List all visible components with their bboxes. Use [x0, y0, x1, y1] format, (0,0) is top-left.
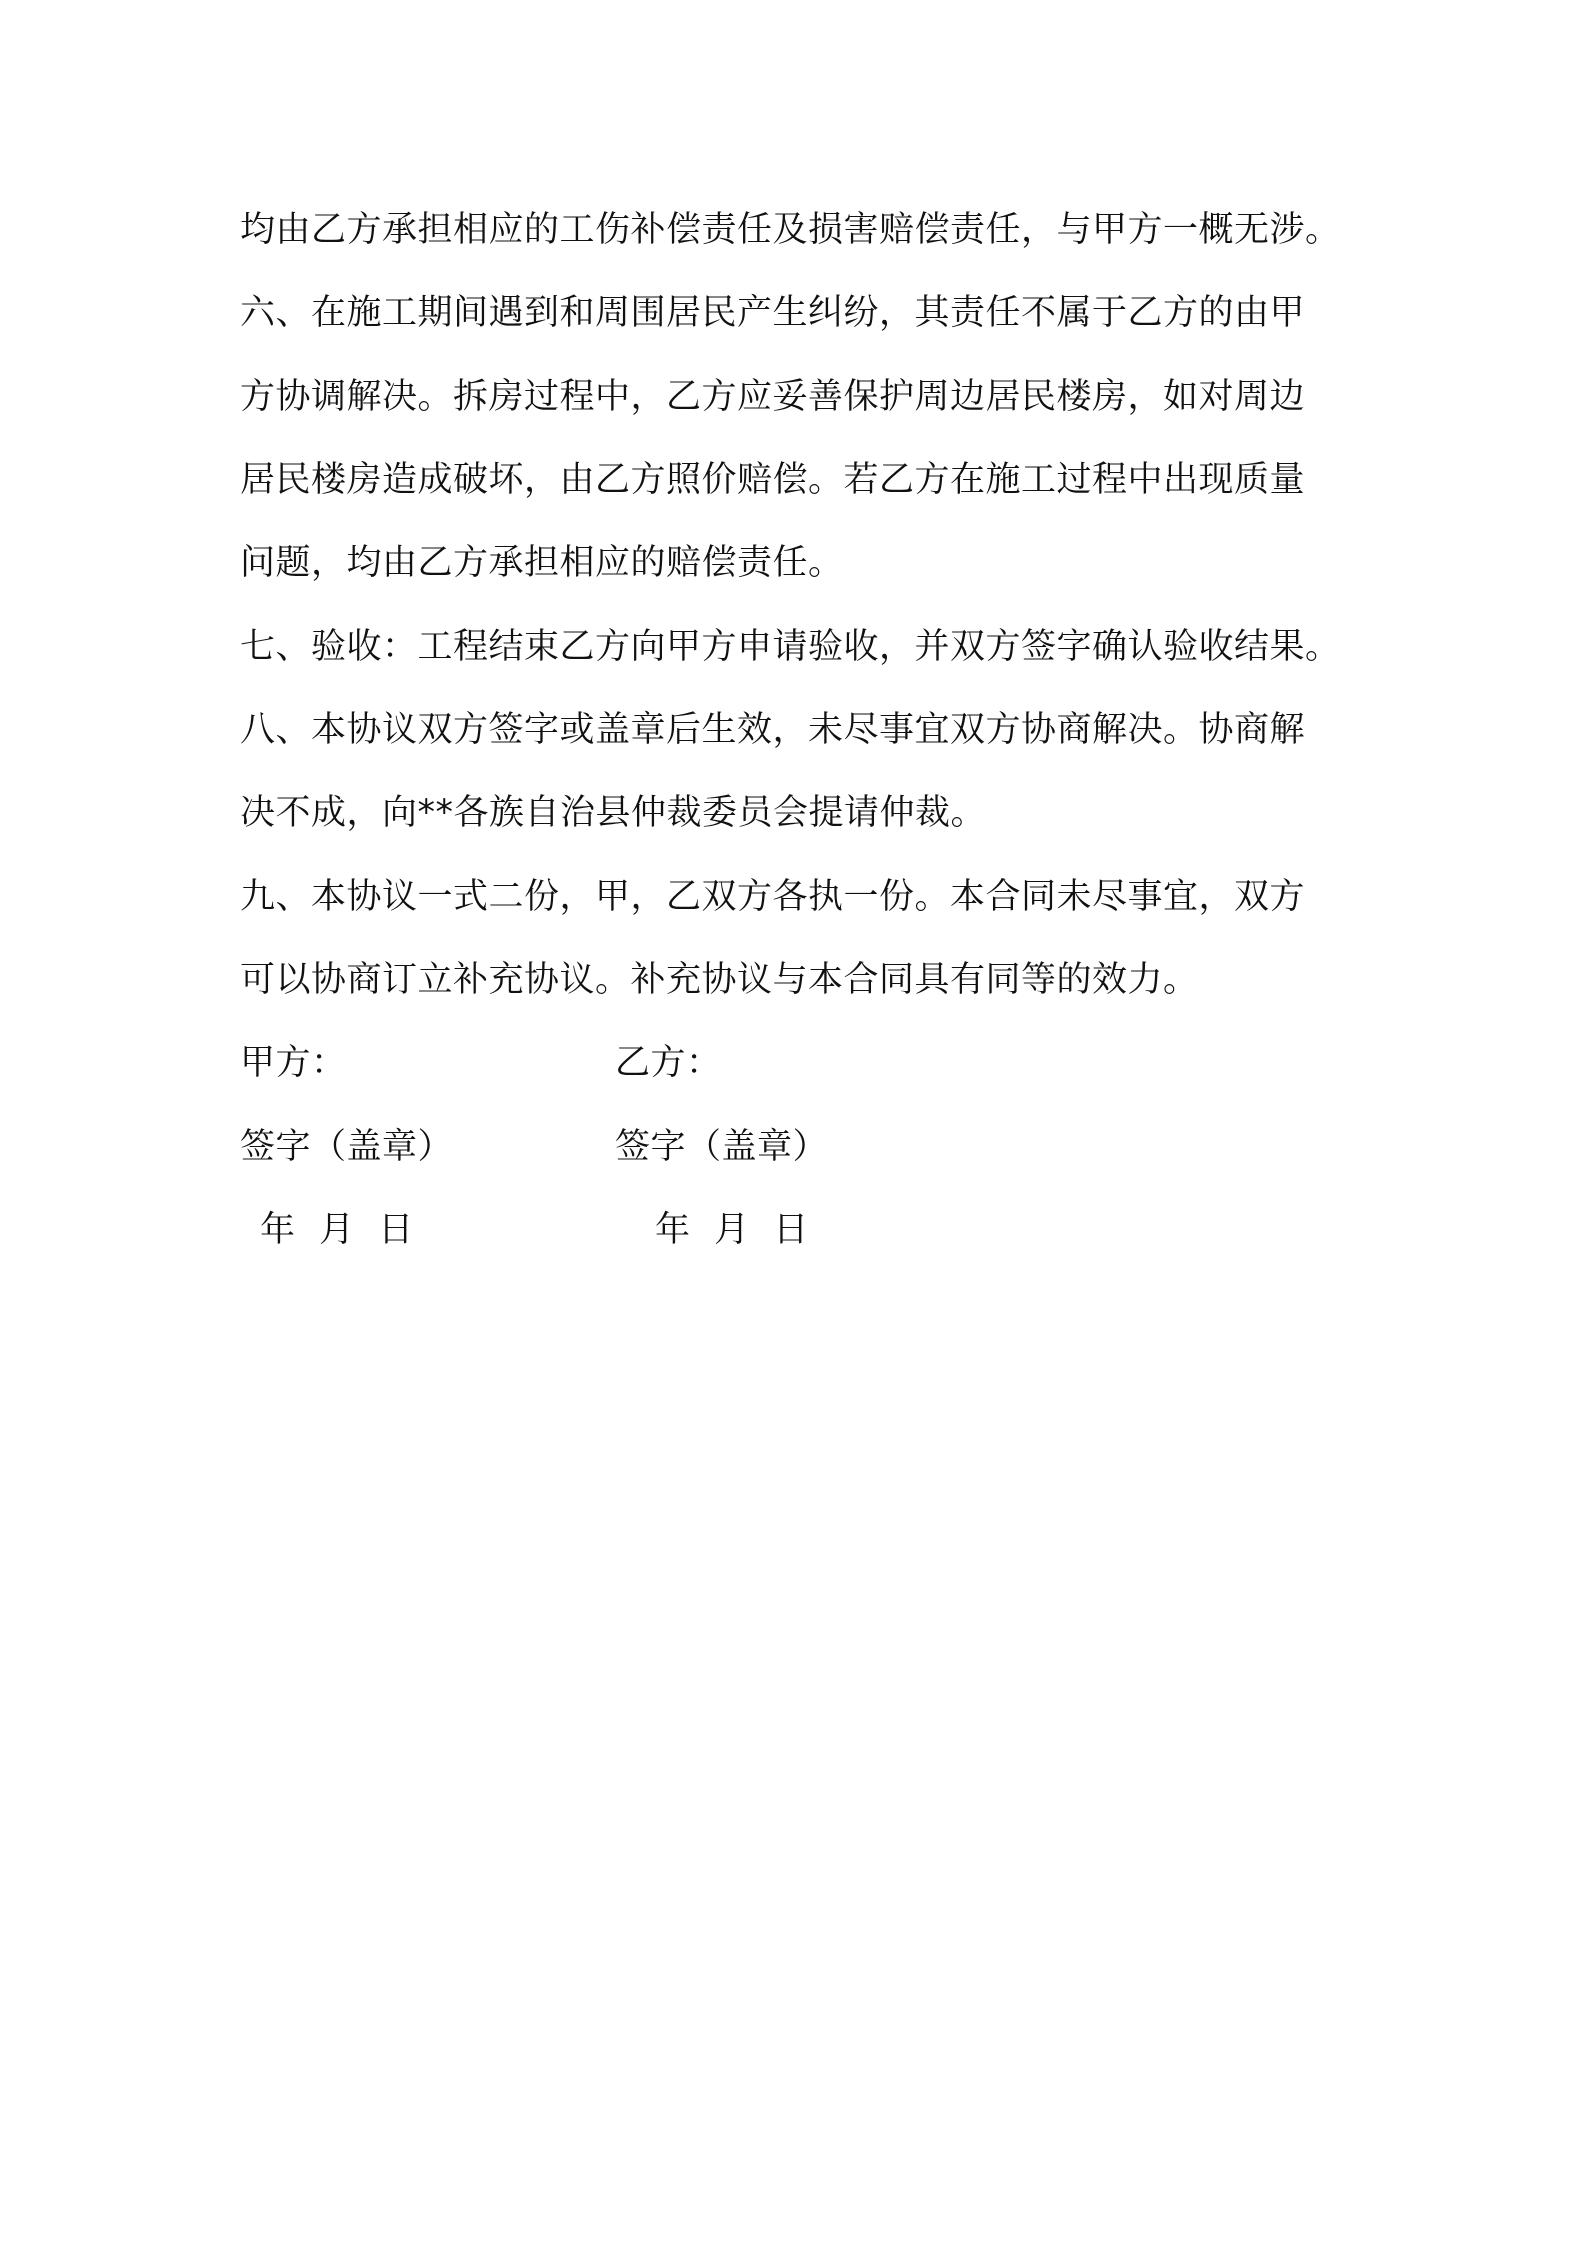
body-line: 问题，均由乙方承担相应的赔偿责任。: [240, 543, 844, 583]
body-line: 方协调解决。拆房过程中，乙方应妥善保护周边居民楼房，如对周边: [240, 377, 1306, 417]
party-a-date: 年 月 日: [260, 1210, 414, 1250]
clause-8-line: 八、本协议双方签字或盖章后生效，未尽事宜双方协商解决。协商解: [240, 710, 1306, 750]
body-line: 可以协商订立补充协议。补充协议与本合同具有同等的效力。: [240, 960, 1199, 1000]
clause-6-line: 六、在施工期间遇到和周围居民产生纠纷，其责任不属于乙方的由甲: [240, 293, 1306, 333]
clause-7-line: 七、验收：工程结束乙方向甲方申请验收，并双方签字确认验收结果。: [240, 627, 1341, 667]
party-b-signature-label: 签字（盖章）: [615, 1127, 829, 1167]
body-line: 居民楼房造成破坏，由乙方照价赔偿。若乙方在施工过程中出现质量: [240, 460, 1306, 500]
party-a-label: 甲方：: [240, 1043, 347, 1083]
body-line: 均由乙方承担相应的工伤补偿责任及损害赔偿责任，与甲方一概无涉。: [240, 210, 1341, 250]
party-b-label: 乙方：: [615, 1043, 722, 1083]
party-b-date: 年 月 日: [655, 1210, 809, 1250]
body-line: 决不成，向**各族自治县仲裁委员会提请仲裁。: [240, 793, 987, 833]
clause-9-line: 九、本协议一式二份，甲，乙双方各执一份。本合同未尽事宜，双方: [240, 877, 1306, 917]
party-a-signature-label: 签字（盖章）: [240, 1127, 454, 1167]
